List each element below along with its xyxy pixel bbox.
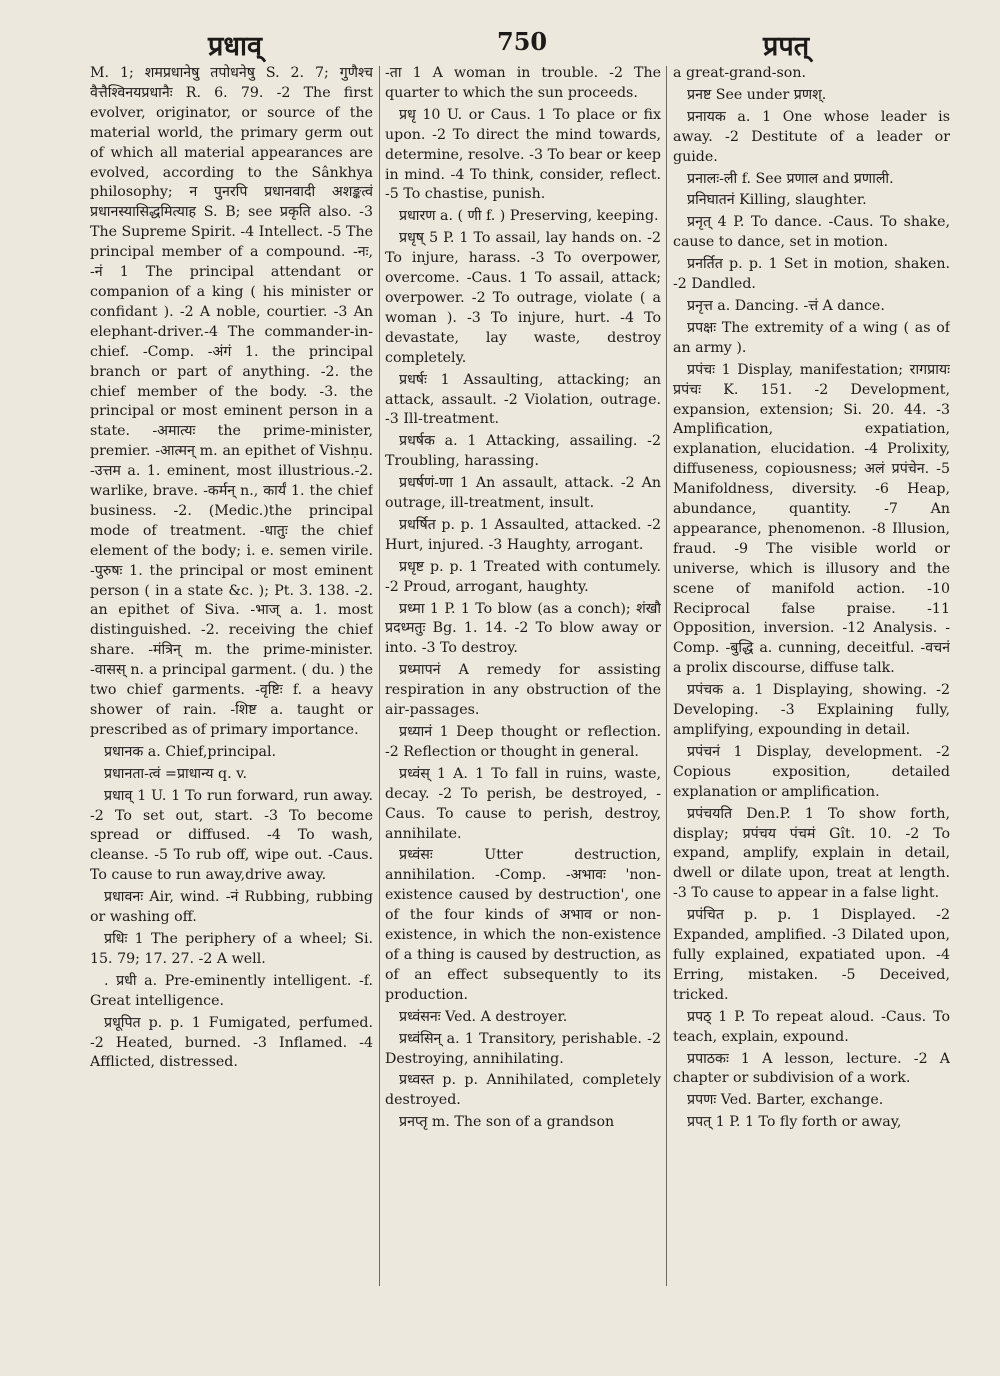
dictionary-entry: . प्रधी a. Pre-eminently intelligent. -f. Great intelligence. xyxy=(90,972,373,1009)
dictionary-entry: प्रपंचयति Den.P. 1 To show forth, display; प्रपंचय पंचमं Gît. 10. -2 To expand, amplify, explain in detail, dwell or dilate upon, treat at length. -3 To cause to appear in a false light. xyxy=(673,805,950,902)
dictionary-entry: प्रनालः-ली f. See प्रणाल and प्रणाली. xyxy=(687,170,894,187)
dictionary-entry: प्रधानता-त्वं =प्राधान्य q. v. xyxy=(104,765,247,782)
dictionary-entry: प्रपंचित p. p. 1 Displayed. -2 Expanded, amplified. -3 Dilated upon, fully explained, expatiated upon. -4 Erring, mistaken. -5 Deceived, tricked. xyxy=(673,907,950,1003)
dictionary-entry: प्रधर्षः 1 Assaulting, attacking; an attack, assault. -2 Violation, outrage. -3 Ill-treatment. xyxy=(385,371,661,428)
dictionary-entry: प्रधृष् 5 P. 1 To assail, lay hands on. -2 To injure, harass. -3 To overpower, overcome. -Caus. 1 To assail, attack; overpower. -2 To outrage, violate ( a woman ). -3 To injure, hurt. -4 To devastate, lay waste, destroy completely. xyxy=(385,230,661,366)
dictionary-entry: प्रधिः 1 The periphery of a wheel; Si. 15. 79; 17. 27. -2 A well. xyxy=(90,930,373,967)
dictionary-entry: प्रनर्तित p. p. 1 Set in motion, shaken. -2 Dandled. xyxy=(673,256,950,293)
page-header xyxy=(0,22,1000,62)
dictionary-entry: प्रध्वंसः Utter destruction, annihilation. -Comp. -अभावः 'non-existence caused by destruction', one of the four kinds of अभाव or non-existence, in which the non-existence of a thing is caused by destruction, as of an effect subsequently to its production. xyxy=(385,847,661,1003)
dictionary-entry: प्रनृत्त a. Dancing. -त्तं A dance. xyxy=(687,297,885,314)
dictionary-entry: M. 1; शमप्रधानेषु तपोधनेषु S. 2. 7; गुणैश्च वैत्तैश्विनयप्रधानैः R. 6. 79. -2 The first evolver, originator, or source of the material world, the primary germ out of which all material appearances are evolved, according to the Sânkhya philosophy; न पुनरपि प्रधानवादी अशङ्कत्वं प्रधानस्यासिद्धमित्याह S. B; see प्रकृति also. -3 The Supreme Spirit. -4 Intellect. -5 The principal member of a compound. -नः, -नं 1 The principal attendant or companion of a king ( his minister or confidant ). -2 A noble, courtier. -3 An elephant-driver.-4 The commander-in-chief. -Comp. -अंगं 1. the principal branch or part of anything. -2. the chief member of the body. -3. the principal or most eminent person in a state. -अमात्यः the prime-minister, premier. -आत्मन् m. an epithet of Vishṇu. -उत्तम a. 1. eminent, most illustrious.-2. warlike, brave. -कर्मन् n., कार्यं 1. the chief business. -2. (Medic.)the principal mode of treatment. -धातुः the chief element of the body; i. e. semen virile. -पुरुषः 1. the principal or most eminent person ( in a state &c. ); Pt. 3. 138. -2. an epithet of Siva. -भाज् a. 1. most distinguished. -2. receiving the chief share. -मंत्रिन् m. the prime-minister. -वासस् n. a principal garment. ( du. ) the two chief garments. -वृष्टिः f. a heavy shower of rain. -शिष्ट a. taught or prescribed as of primary importance. xyxy=(90,65,373,738)
dictionary-entry: प्रधूपित p. p. 1 Fumigated, perfumed. -2 Heated, burned. -3 Inflamed. -4 Afflicted, distressed. xyxy=(90,1014,373,1071)
dictionary-entry: प्रध्वंसनः Ved. A destroyer. xyxy=(399,1008,568,1025)
column-1 xyxy=(90,64,373,1356)
column-divider xyxy=(379,66,380,1286)
dictionary-entry: प्रनायक a. 1 One whose leader is away. -2 Destitute of a leader or guide. xyxy=(673,108,950,165)
dictionary-entry: a great-grand-son. xyxy=(673,65,806,81)
dictionary-entry: प्रध्वस्त p. p. Annihilated, completely destroyed. xyxy=(385,1072,661,1109)
dictionary-entry: प्रधानक a. Chief,principal. xyxy=(104,743,277,760)
column-3 xyxy=(673,64,950,1356)
dictionary-entry: प्रपणः Ved. Barter, exchange. xyxy=(687,1092,884,1109)
dictionary-entry: प्रपठ् 1 P. To repeat aloud. -Caus. To teach, explain, expound. xyxy=(673,1008,950,1045)
right-guide-word: प्रपत् xyxy=(763,31,810,62)
dictionary-entry: प्रधर्षणं-णा 1 An assault, attack. -2 An outrage, ill-treatment, insult. xyxy=(385,475,661,512)
dictionary-entry: प्रधृ 10 U. or Caus. 1 To place or fix upon. -2 To direct the mind towards, determine, resolve. -3 To bear or keep in mind. -4 To think, consider, reflect. -5 To chastise, punish. xyxy=(385,106,661,203)
dictionary-entry: प्रनष्ट See under प्रणश्. xyxy=(687,86,827,103)
dictionary-entry: प्रधृष्ट p. p. 1 Treated with contumely. -2 Proud, arrogant, haughty. xyxy=(385,558,661,595)
dictionary-entry: प्रपक्षः The extremity of a wing ( as of an army ). xyxy=(673,319,950,356)
dictionary-entry: प्रपत् 1 P. 1 To fly forth or away, xyxy=(687,1114,902,1131)
dictionary-entry: प्रधर्षक a. 1 Attacking, assailing. -2 Troubling, harassing. xyxy=(385,433,661,470)
dictionary-entry: प्रध्वंसिन् a. 1 Transitory, perishable. -2 Destroying, annihilating. xyxy=(385,1030,661,1067)
dictionary-entry: प्रधर्षित p. p. 1 Assaulted, attacked. -2 Hurt, injured. -3 Haughty, arrogant. xyxy=(385,516,661,553)
page-number: 750 xyxy=(497,27,548,56)
dictionary-entry: प्रध्मा 1 P. 1 To blow (as a conch); शंखौ प्रदध्मतुः Bg. 1. 14. -2 To blow away or into. -3 To destroy. xyxy=(385,600,661,657)
dictionary-entry: प्रपंचक a. 1 Displaying, showing. -2 Developing. -3 Explaining fully, amplifying, expounding in detail. xyxy=(673,682,950,738)
dictionary-entry: प्रपंचः 1 Display, manifestation; रागप्रायः प्रपंचः K. 151. -2 Development, expansion, extension; Si. 20. 44. -3 Amplification, expatiation, explanation, elucidation. -4 Prolixity, diffuseness, copiousness; अलं प्रपंचेन. -5 Manifoldness, diversity. -6 Heap, abundance, quantity. -7 An appearance, phenomenon. -8 Illusion, fraud. -9 The visible world or universe, which is illusory and the scene of manifold action. -10 Reciprocal false praise. -11 Opposition, inversion. -12 Analysis. -Comp. -बुद्धि a. cunning, deceitful. -वचनं a prolix discourse, diffuse talk. xyxy=(673,361,950,677)
dictionary-entry: प्रधाव् 1 U. 1 To run forward, run away. -2 To set out, start. -3 To become spread or diffused. -4 To wash, cleanse. -5 To rub off, wipe out. -Caus. To cause to run away,drive away. xyxy=(90,787,373,884)
dictionary-entry: प्रनृत् 4 P. To dance. -Caus. To shake, cause to dance, set in motion. xyxy=(673,214,950,251)
column-2 xyxy=(385,64,661,1356)
dictionary-entry: प्रपाठकः 1 A lesson, lecture. -2 A chapter or subdivision of a work. xyxy=(673,1050,950,1087)
dictionary-entry: प्रधारण a. ( णी f. ) Preserving, keeping. xyxy=(399,208,659,225)
left-guide-word: प्रधाव् xyxy=(208,31,262,62)
dictionary-entry: प्रधावनः Air, wind. -नं Rubbing, rubbing or washing off. xyxy=(90,889,373,926)
dictionary-entry: प्रनिघातनं Killing, slaughter. xyxy=(687,192,867,209)
dictionary-entry: प्रध्यानं 1 Deep thought or reflection. -2 Reflection or thought in general. xyxy=(385,724,661,760)
dictionary-entry: प्रध्वंस् 1 A. 1 To fall in ruins, waste, decay. -2 To perish, be destroyed, -Caus. To cause to perish, destroy, annihilate. xyxy=(385,765,661,842)
dictionary-entry: प्रनप्तृ m. The son of a grandson xyxy=(399,1114,615,1131)
column-divider xyxy=(666,66,667,1286)
dictionary-entry: प्रध्मापनं A remedy for assisting respiration in any obstruction of the air-passages. xyxy=(385,662,661,719)
dictionary-entry: प्रपंचनं 1 Display, development. -2 Copious exposition, detailed explanation or amplification. xyxy=(673,743,950,800)
dictionary-entry: -ता 1 A woman in trouble. -2 The quarter to which the sun proceeds. xyxy=(385,65,661,101)
